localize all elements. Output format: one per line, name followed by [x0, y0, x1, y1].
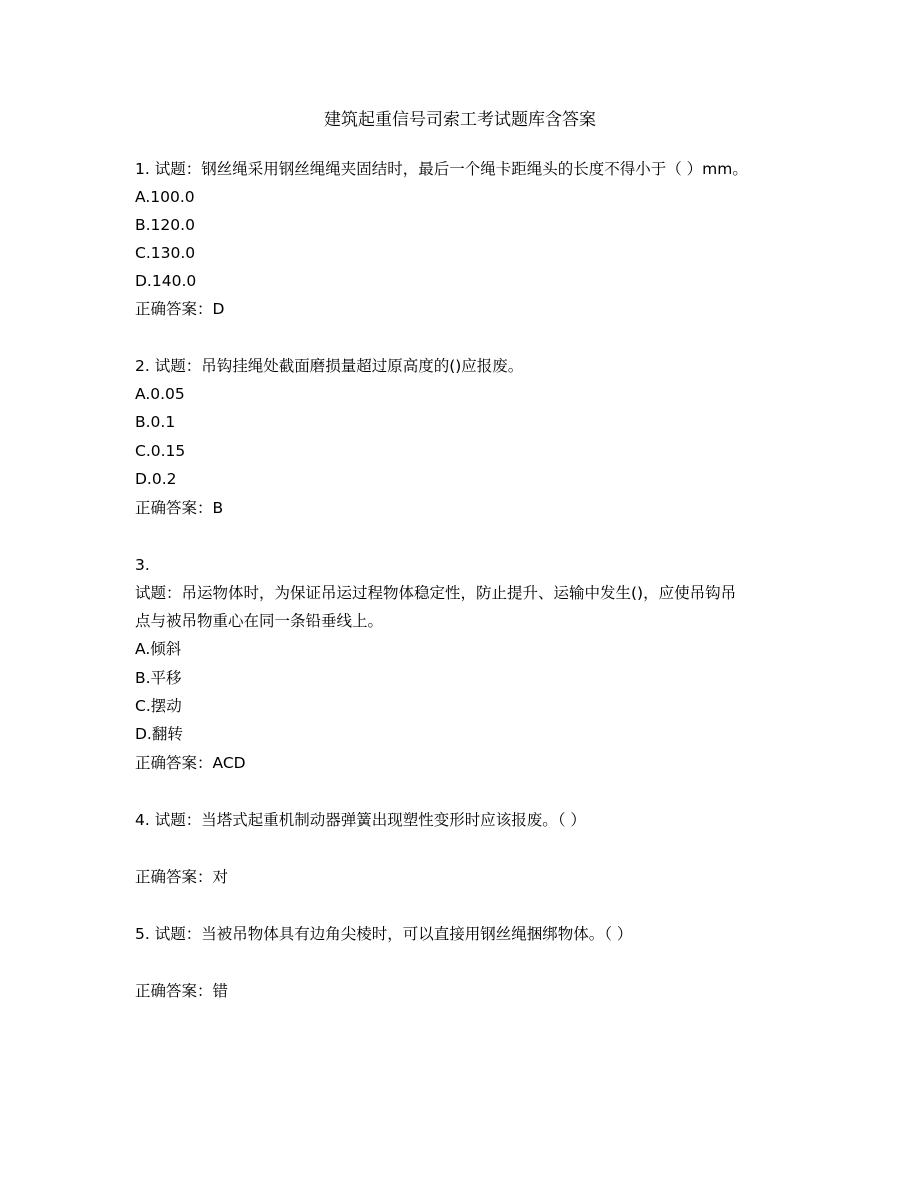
question-3-option-c: C.摆动: [135, 697, 182, 715]
question-5-answer: 正确答案：错: [135, 982, 229, 1000]
question-3-option-a: A.倾斜: [135, 640, 182, 658]
question-1-option-c: C.130.0: [135, 244, 196, 262]
document-title: 建筑起重信号司索工考试题库含答案: [324, 110, 596, 130]
question-2-answer: 正确答案：B: [135, 499, 224, 517]
question-4-stem: 4. 试题：当塔式起重机制动器弹簧出现塑性变形时应该报废。（ ）: [135, 811, 586, 829]
question-1-answer: 正确答案：D: [135, 300, 225, 318]
question-3-option-d: D.翻转: [135, 725, 183, 743]
question-2-option-d: D.0.2: [135, 470, 177, 488]
question-1-option-b: B.120.0: [135, 216, 195, 234]
question-2-option-c: C.0.15: [135, 442, 186, 460]
question-1-option-d: D.140.0: [135, 272, 197, 290]
question-2-option-a: A.0.05: [135, 385, 185, 403]
question-2-option-b: B.0.1: [135, 413, 176, 431]
question-5-stem: 5. 试题：当被吊物体具有边角尖棱时，可以直接用钢丝绳捆绑物体。（ ）: [135, 925, 633, 943]
question-3-answer: 正确答案：ACD: [135, 754, 246, 772]
question-1-option-a: A.100.0: [135, 188, 195, 206]
question-4-answer: 正确答案：对: [135, 868, 229, 886]
question-3-stem-line-2: 点与被吊物重心在同一条铅垂线上。: [135, 612, 384, 630]
question-2-stem: 2. 试题：吊钩挂绳处截面磨损量超过原高度的()应报废。: [135, 357, 524, 375]
question-3-stem-line-1: 试题：吊运物体时，为保证吊运过程物体稳定性，防止提升、运输中发生()，应使吊钩吊: [135, 584, 737, 602]
question-1-stem: 1. 试题：钢丝绳采用钢丝绳绳夹固结时，最后一个绳卡距绳头的长度不得小于（ ）mm。: [135, 160, 748, 178]
question-3-option-b: B.平移: [135, 669, 182, 687]
question-3-number: 3.: [135, 556, 150, 574]
